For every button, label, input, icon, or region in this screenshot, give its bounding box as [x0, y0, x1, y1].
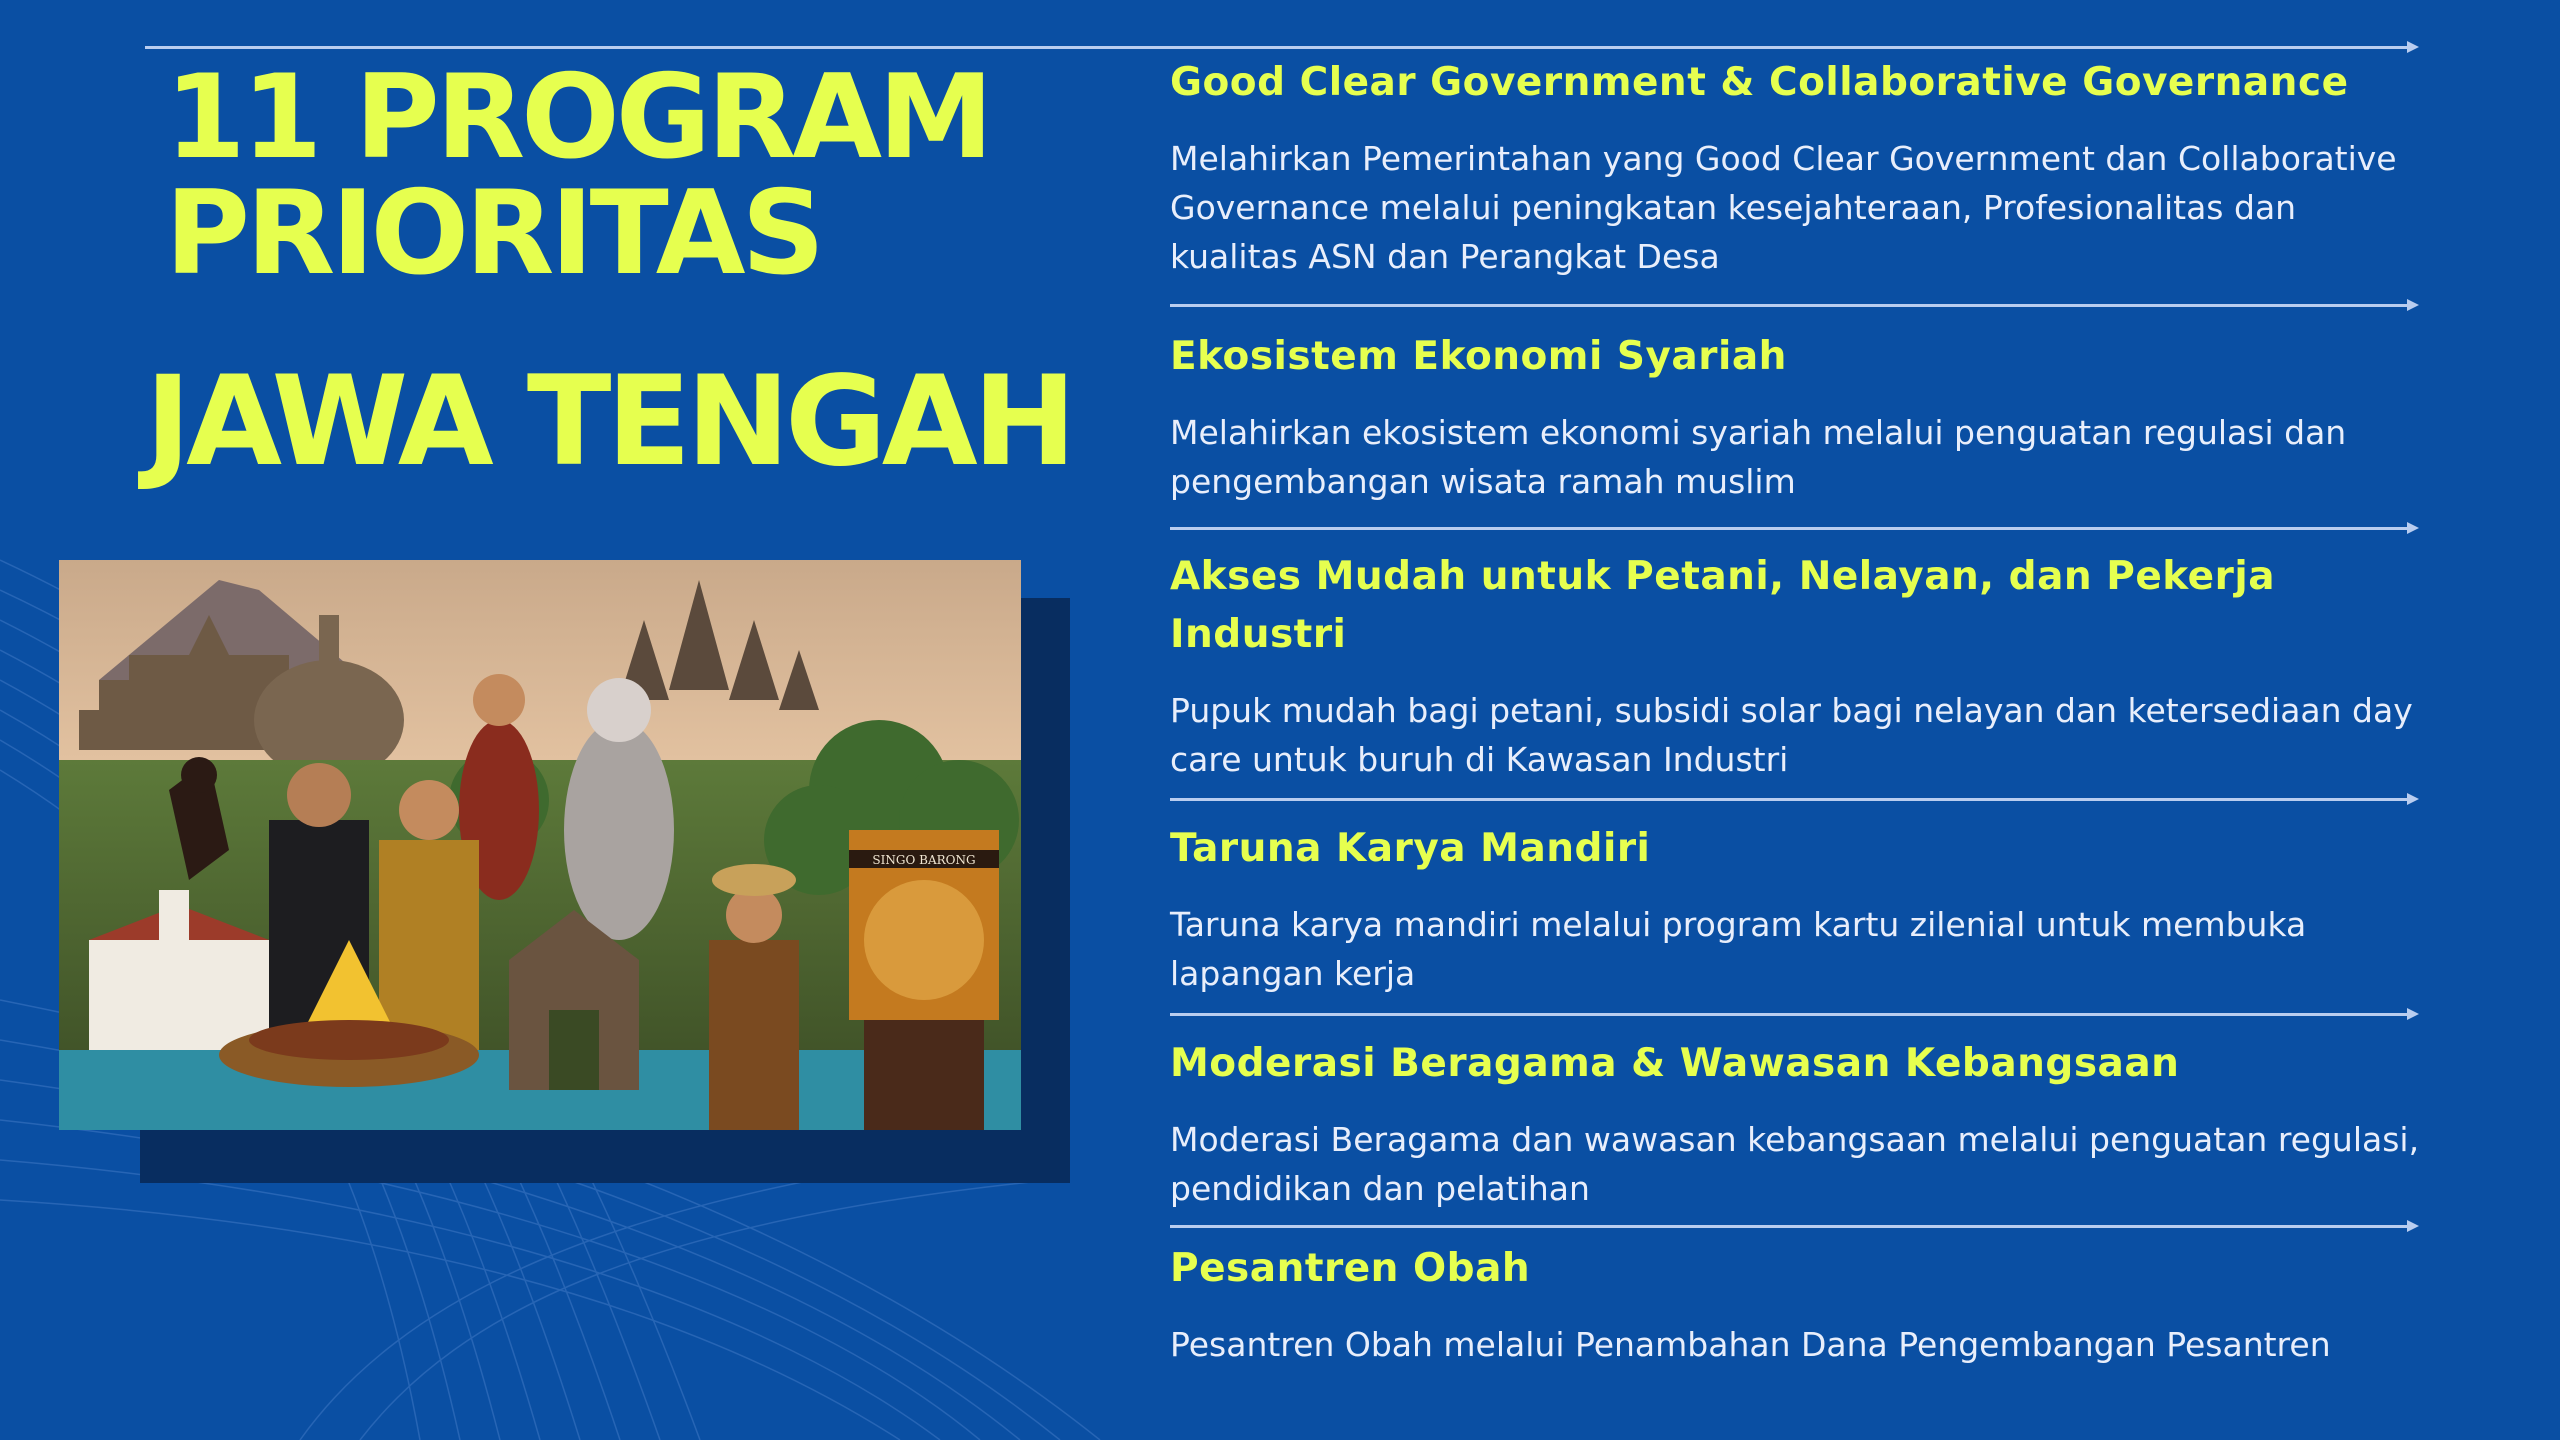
- singo-barong-banner: SINGO BARONG: [872, 853, 976, 867]
- program-title: Taruna Karya Mandiri: [1170, 826, 1651, 871]
- program-title: Ekosistem Ekonomi Syariah: [1170, 334, 1787, 379]
- program-description: Taruna karya mandiri melalui program kartu zilenial untuk membuka lapangan kerja: [1170, 905, 2307, 993]
- program-description: Pupuk mudah bagi petani, subsidi solar bagi nelayan dan ketersediaan day care untuk buruh di Kawasan Industri: [1170, 691, 2413, 779]
- program-item-6: [1170, 1240, 2430, 1369]
- program-item-1: [1170, 54, 2430, 281]
- program-item-4: [1170, 820, 2430, 998]
- program-title: Pesantren Obah: [1170, 1246, 1531, 1291]
- page-subtitle: JAWA TENGAH: [145, 350, 1072, 494]
- divider-arrow: [1170, 304, 2415, 307]
- singo-barong-mask: [849, 830, 999, 1130]
- program-description: Melahirkan Pemerintahan yang Good Clear Government dan Collaborative Governance melalui peningkatan kesejahteraan, Profesionalitas dan kualitas ASN dan Perangkat Desa: [1170, 139, 2397, 276]
- divider-arrow: [1170, 1225, 2415, 1228]
- program-list: [1170, 0, 2420, 1440]
- program-title: Akses Mudah untuk Petani, Nelayan, dan Pekerja Industri: [1170, 554, 2276, 657]
- program-description: Moderasi Beragama dan wawasan kebangsaan melalui penguatan regulasi, pendidikan dan pelatihan: [1170, 1120, 2420, 1208]
- title-line-2: PRIORITAS: [165, 166, 822, 301]
- divider-arrow: [1170, 1013, 2415, 1016]
- divider-arrow: [1170, 798, 2415, 801]
- program-item-5: [1170, 1035, 2430, 1213]
- program-description: Pesantren Obah melalui Penambahan Dana Pengembangan Pesantren: [1170, 1325, 2331, 1364]
- program-title: Good Clear Government & Collaborative Governance: [1170, 60, 2349, 105]
- program-description: Melahirkan ekosistem ekonomi syariah melalui penguatan regulasi dan pengembangan wisata ramah muslim: [1170, 413, 2347, 501]
- central-java-culture-collage: [59, 560, 1021, 1130]
- title-line-1: 11 PROGRAM: [165, 50, 990, 185]
- program-item-3: [1170, 548, 2430, 784]
- program-title: Moderasi Beragama & Wawasan Kebangsaan: [1170, 1041, 2180, 1086]
- divider-arrow: [1170, 527, 2415, 530]
- program-item-2: [1170, 328, 2430, 506]
- page-title: [165, 50, 990, 301]
